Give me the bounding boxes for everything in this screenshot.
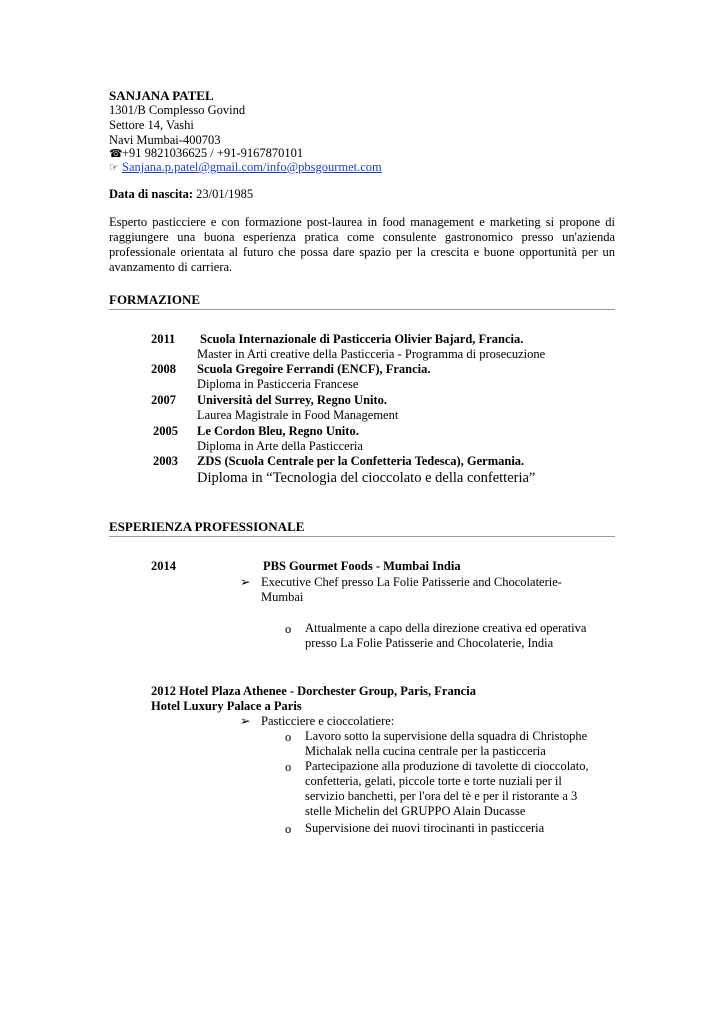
circle-bullet-icon: o <box>285 622 292 636</box>
job2-detail-line: servizio banchetti, per l'ora del tè e per il ristorante a 3 <box>305 789 578 803</box>
objective-paragraph: Esperto pasticciere e con formazione post-laurea in food management e marketing si propone di raggiungere una buona esperienza pratica come consulente gastronomico presso un'azienda professionale orientata al futuro che possa dare spazio per la crescita e buone opportunità per un avanzamento di carriera. <box>109 215 615 274</box>
phone-numbers: +91 9821036625 / +91-9167870101 <box>122 146 304 160</box>
education-degree: Laurea Magistrale in Food Management <box>197 408 399 422</box>
education-year: 2008 <box>151 362 176 376</box>
experience-divider <box>109 536 615 537</box>
address-line-3: Navi Mumbai-400703 <box>109 133 221 147</box>
education-degree: Master in Arti creative della Pasticceria - Programma di prosecuzione <box>197 347 546 361</box>
job2-detail-line: Partecipazione alla produzione di tavolette di cioccolato, <box>305 759 589 773</box>
education-year: 2011 <box>151 332 176 346</box>
experience-section-title: ESPERIENZA PROFESSIONALE <box>109 519 305 534</box>
arrow-bullet-icon: ➢ <box>240 575 251 589</box>
birth-date-value: 23/01/1985 <box>196 187 254 201</box>
education-school: ZDS (Scuola Centrale per la Confetteria Tedesca), Germania. <box>197 454 525 468</box>
education-school: Università del Surrey, Regno Unito. <box>197 393 388 407</box>
job2-detail-1 <box>305 729 587 759</box>
job2-detail-line: Lavoro sotto la supervisione della squadra di Christophe <box>305 729 588 743</box>
birth-date-row <box>109 187 253 202</box>
job2-detail-3: Supervisione dei nuovi tirocinanti in pasticceria <box>305 821 545 835</box>
birth-date-label: Data di nascita: <box>109 187 194 201</box>
education-year: 2007 <box>151 393 176 407</box>
job1-role-line: Mumbai <box>261 590 304 604</box>
education-section-title: FORMAZIONE <box>109 292 200 307</box>
education-degree: Diploma in “Tecnologia del cioccolato e della confetteria” <box>197 470 536 486</box>
job2-subheading: Hotel Luxury Palace a Paris <box>151 699 302 713</box>
job1-detail-line: Attualmente a capo della direzione creativa ed operativa <box>305 621 587 635</box>
arrow-bullet-icon: ➢ <box>240 714 251 728</box>
education-degree: Diploma in Pasticceria Francese <box>197 377 359 391</box>
phone-icon: ☎ <box>109 148 123 160</box>
hand-pointer-icon: ☞ <box>109 162 119 174</box>
job2-detail-2 <box>305 759 589 819</box>
circle-bullet-icon: o <box>285 730 292 744</box>
job1-role <box>261 575 615 605</box>
job1-role-line: Executive Chef presso La Folie Patisserie and Chocolaterie- <box>261 575 562 589</box>
job1-year: 2014 <box>151 559 176 573</box>
email-row <box>109 160 382 176</box>
job1-company: PBS Gourmet Foods - Mumbai India <box>263 559 461 573</box>
job1-detail-line: presso La Folie Patisserie and Chocolaterie, India <box>305 636 554 650</box>
job1-detail <box>305 621 586 651</box>
job2-detail-line: stelle Michelin del GRUPPO Alain Ducasse <box>305 804 526 818</box>
education-year: 2003 <box>153 454 178 468</box>
job2-detail-line: confetteria, gelati, piccole torte e torte nuziali per il <box>305 774 562 788</box>
circle-bullet-icon: o <box>285 760 292 774</box>
education-divider <box>109 309 615 310</box>
education-school: Scuola Gregoire Ferrandi (ENCF), Francia. <box>197 362 431 376</box>
job2-role: Pasticciere e cioccolatiere: <box>261 714 395 728</box>
education-degree: Diploma in Arte della Pasticceria <box>197 439 363 453</box>
education-school: Le Cordon Bleu, Regno Unito. <box>197 424 359 438</box>
candidate-name: SANJANA PATEL <box>109 88 214 103</box>
education-year: 2005 <box>153 424 178 438</box>
address-line-2: Settore 14, Vashi <box>109 118 194 132</box>
job1-role-bullet <box>240 575 262 590</box>
address-line-1: 1301/B Complesso Govind <box>109 103 246 117</box>
email-link[interactable]: Sanjana.p.patel@gmail.com/info@pbsgourmet.com <box>122 160 382 174</box>
job2-detail-line: Michalak nella cucina centrale per la pasticceria <box>305 744 546 758</box>
job2-heading: 2012 Hotel Plaza Athenee - Dorchester Group, Paris, Francia <box>151 684 476 698</box>
education-school: Scuola Internazionale di Pasticceria Olivier Bajard, Francia. <box>200 332 524 346</box>
circle-bullet-icon: o <box>285 822 292 836</box>
